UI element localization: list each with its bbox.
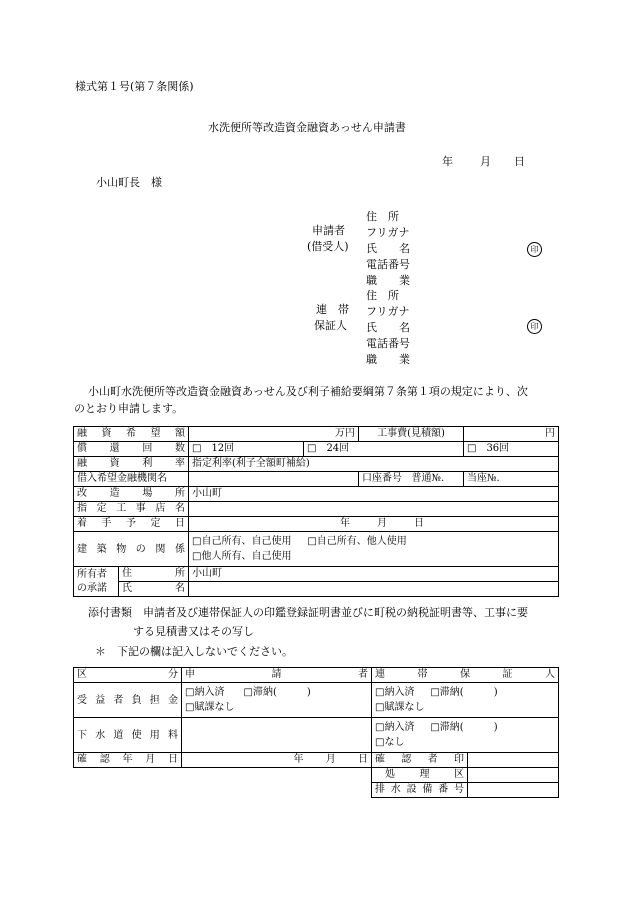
attachment-line2: する見積書又はその写し — [133, 625, 254, 638]
contractor-field[interactable] — [189, 502, 559, 517]
guarantor-name-label: 氏 名 — [366, 321, 410, 334]
applicant-header: 申 請 者 — [182, 668, 372, 683]
interest-value: 指定利率(利子全額町補給) — [189, 457, 559, 472]
applicant-sub-label: (借受人) — [307, 240, 349, 253]
guarantor-seal-icon: 印 — [527, 319, 542, 334]
benefit-charge-label: 受 益 者 負 担 金 — [74, 683, 182, 718]
account-current-cell[interactable] — [464, 472, 559, 487]
confirm-year-label: 年 — [293, 754, 304, 765]
contractor-label: 指 定 工 事 店 名 — [74, 502, 189, 517]
start-year-label: 年 — [340, 518, 350, 529]
sewer-fee-guarantor — [372, 718, 559, 753]
start-month-label: 月 — [377, 518, 387, 529]
office-use-table — [73, 667, 559, 798]
addressee: 小山町長 様 — [96, 176, 162, 189]
owner-consent-label: 所有者 の承諾 — [74, 567, 119, 597]
applicant-paid-checkbox[interactable]: □納入済 — [185, 687, 225, 698]
guarantor-phone-label: 電話番号 — [366, 337, 410, 350]
benefit-charge-guarantor — [372, 683, 559, 718]
sewer-arrears-checkbox[interactable]: □滞納( ) — [430, 722, 498, 733]
intro-text-line2: のとおり申請します。 — [74, 402, 184, 415]
applicant-phone-label: 電話番号 — [366, 258, 410, 271]
building-label: 建 築 物 の 関 係 — [74, 532, 189, 567]
loan-amount-field[interactable]: 万円 — [189, 427, 359, 442]
construction-cost-label: 工事費(見積額) — [359, 427, 464, 442]
confirm-date-field[interactable] — [182, 753, 372, 768]
bank-row — [74, 472, 559, 487]
date-day-label: 日 — [514, 155, 525, 168]
start-date-label: 着 手 予 定 日 — [74, 517, 189, 532]
attachment-line1: 添付書類 申請者及び連帯保証人の印鑑登録証明書並びに町税の納税証明書等、工事に要 — [88, 606, 528, 619]
account-number-cell[interactable] — [359, 472, 464, 487]
loan-amount-row — [74, 427, 559, 442]
construction-cost-field[interactable]: 円 — [464, 427, 559, 442]
applicant-name-label: 氏 名 — [366, 242, 410, 255]
repayment-label: 償 還 回 数 — [74, 442, 189, 457]
applicant-arrears-checkbox[interactable]: □滞納( ) — [243, 687, 311, 698]
bank-field[interactable] — [189, 472, 359, 487]
applicant-not-assessed-checkbox[interactable]: □賦課なし — [185, 702, 235, 713]
category-header: 区 分 — [74, 668, 182, 683]
date-month-label: 月 — [480, 155, 491, 168]
interest-label: 融 資 利 率 — [74, 457, 189, 472]
confirm-day-label: 日 — [358, 754, 368, 765]
office-use-note: ＊ 下記の欄は記入しないでください。 — [95, 645, 293, 658]
building-opt-own-other[interactable]: □自己所有、他人使用 — [307, 536, 407, 547]
process-area-row — [74, 768, 559, 783]
confirmer-seal-label: 確 認 者 印 — [372, 753, 468, 768]
confirm-month-label: 月 — [325, 754, 336, 765]
drain-number-label: 排 水 設 備 番 号 — [372, 783, 468, 798]
repayment-36-checkbox[interactable]: □ 36回 — [464, 442, 559, 457]
interest-row — [74, 457, 559, 472]
process-area-field[interactable] — [468, 768, 559, 783]
sewer-fee-applicant[interactable] — [182, 718, 372, 753]
owner-name-row — [74, 582, 559, 597]
applicant-seal-icon: 印 — [527, 242, 542, 257]
loan-amount-label: 融 資 希 望 額 — [74, 427, 189, 442]
date-year-label: 年 — [442, 155, 453, 168]
owner-name-label: 氏 名 — [119, 582, 189, 597]
owner-name-field[interactable] — [189, 582, 559, 597]
repayment-row — [74, 442, 559, 457]
repayment-24-checkbox[interactable]: □ 24回 — [304, 442, 464, 457]
guarantor-not-assessed-checkbox[interactable]: □賦課なし — [375, 702, 425, 713]
start-date-row — [74, 517, 559, 532]
confirm-date-label: 確 認 年 月 日 — [74, 753, 182, 768]
guarantor-occupation-label: 職 業 — [366, 353, 410, 366]
bank-label: 借入希望金融機関名 — [74, 472, 189, 487]
process-area-label: 処 理 区 — [372, 768, 468, 783]
drain-number-field[interactable] — [468, 783, 559, 798]
owner-address-row — [74, 567, 559, 582]
benefit-charge-applicant — [182, 683, 372, 718]
guarantor-address-label: 住 所 — [366, 289, 399, 302]
owner-address-label: 住 所 — [119, 567, 189, 582]
confirm-date-row — [74, 753, 559, 768]
guarantor-sub-label: 保証人 — [314, 319, 347, 332]
applicant-address-label: 住 所 — [366, 210, 399, 223]
office-header-row — [74, 668, 559, 683]
guarantor-label: 連 帯 — [316, 303, 349, 316]
repayment-12-checkbox[interactable]: □ 12回 — [189, 442, 304, 457]
building-options — [189, 532, 559, 567]
applicant-label: 申請者 — [312, 224, 345, 237]
sewer-none-checkbox[interactable]: □なし — [375, 737, 405, 748]
sewer-paid-checkbox[interactable]: □納入済 — [375, 722, 415, 733]
start-date-field[interactable] — [189, 517, 559, 532]
account-ordinary-label: 普通№. — [411, 473, 445, 484]
form-title: 水洗便所等改造資金融資あっせん申請書 — [208, 121, 406, 134]
sewer-fee-row — [74, 718, 559, 753]
account-label: 口座番号 — [362, 473, 402, 484]
location-field[interactable]: 小山町 — [189, 487, 559, 502]
benefit-charge-row — [74, 683, 559, 718]
building-opt-other-own[interactable]: □他人所有、自己使用 — [192, 551, 292, 562]
intro-text-line1: 小山町水洗便所等改造資金融資あっせん及び利子補給要綱第７条第１項の規定により、次 — [88, 385, 528, 398]
guarantor-arrears-checkbox[interactable]: □滞納( ) — [430, 687, 498, 698]
guarantor-paid-checkbox[interactable]: □納入済 — [375, 687, 415, 698]
applicant-occupation-label: 職 業 — [366, 274, 410, 287]
applicant-furigana-label: フリガナ — [366, 226, 410, 239]
start-day-label: 日 — [414, 518, 424, 529]
building-row — [74, 532, 559, 567]
account-current-label: 当座№. — [467, 473, 500, 484]
confirmer-seal-field[interactable] — [468, 753, 559, 768]
sewer-fee-label: 下 水 道 使 用 料 — [74, 718, 182, 753]
location-row — [74, 487, 559, 502]
application-table — [73, 426, 559, 597]
guarantor-furigana-label: フリガナ — [366, 305, 410, 318]
location-label: 改 造 場 所 — [74, 487, 189, 502]
guarantor-header: 連 帯 保 証 人 — [372, 668, 559, 683]
building-opt-own-own[interactable]: □自己所有、自己使用 — [192, 536, 292, 547]
owner-address-field[interactable]: 小山町 — [189, 567, 559, 582]
drain-number-row — [74, 783, 559, 798]
form-number: 様式第１号(第７条関係) — [75, 80, 194, 93]
contractor-row — [74, 502, 559, 517]
